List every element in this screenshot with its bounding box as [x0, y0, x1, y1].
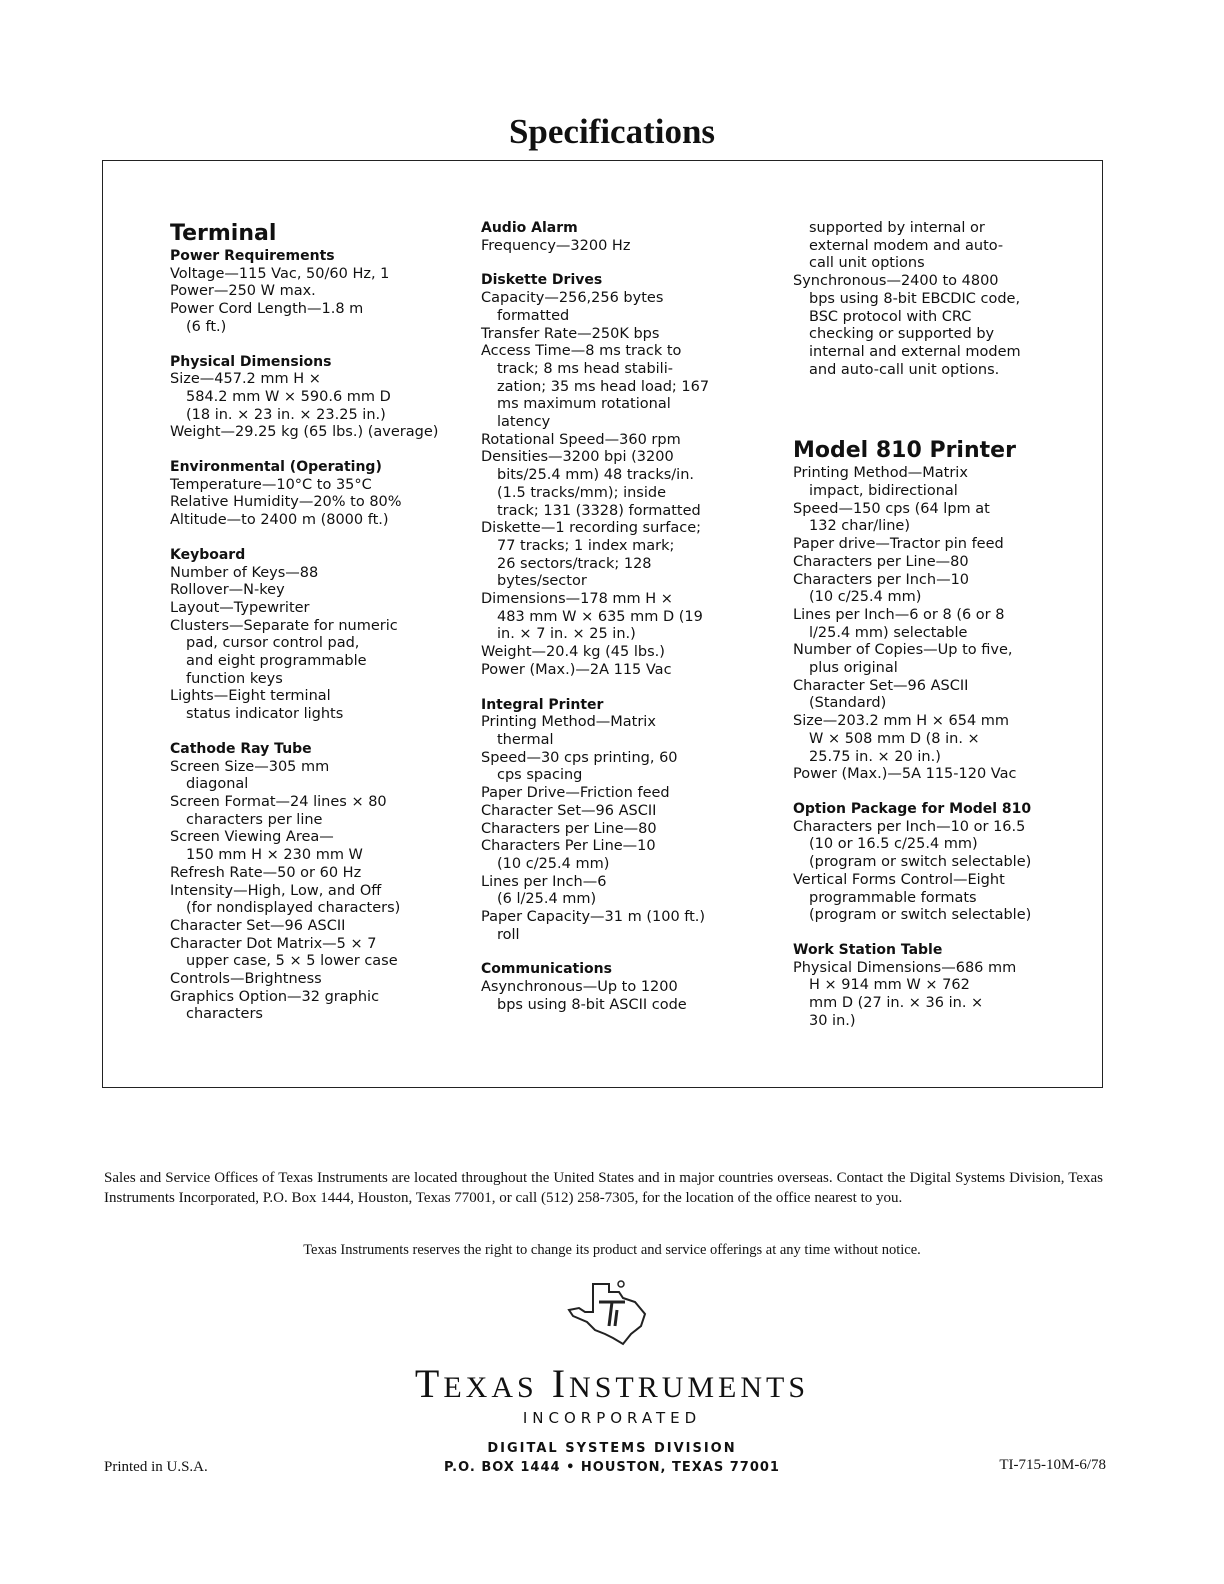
spec-line: function keys: [186, 670, 283, 687]
spec-line: pad, cursor control pad,: [186, 635, 360, 652]
spec-line: internal and external modem: [809, 343, 1021, 360]
spec-line: supported by internal or: [809, 220, 985, 236]
spec-line: Graphics Option—32 graphic: [170, 988, 380, 1005]
brand-letters-nstruments: NSTRUMENTS: [569, 1371, 810, 1404]
spec-line: upper case, 5 × 5 lower case: [186, 953, 398, 970]
spec-line: Characters per Inch—10: [793, 571, 970, 588]
spec-line: W × 508 mm D (8 in. ×: [809, 730, 980, 747]
spec-line: BSC protocol with CRC: [809, 308, 972, 325]
spec-line: Screen Size—305 mm: [170, 758, 330, 775]
spec-line: H × 914 mm W × 762: [809, 977, 970, 994]
spec-line: (10 c/25.4 mm): [497, 855, 610, 872]
spec-line: track; 8 ms head stabili-: [497, 360, 673, 377]
spec-column-2: [481, 220, 771, 1015]
spec-line: (for nondisplayed characters): [186, 900, 401, 917]
subsection-heading: Diskette Drives: [481, 272, 603, 289]
spec-line: and auto-call unit options.: [809, 361, 1000, 378]
spec-line: Power (Max.)—2A 115 Vac: [481, 661, 672, 678]
spec-line: Controls—Brightness: [170, 971, 322, 988]
subsection-heading: Keyboard: [170, 546, 246, 563]
spec-line: Number of Copies—Up to five,: [793, 642, 1013, 659]
spec-line: characters: [186, 1006, 263, 1023]
spec-line: Altitude—to 2400 m (8000 ft.): [170, 512, 389, 529]
spec-line: Paper drive—Tractor pin feed: [793, 536, 1004, 553]
subsection-heading: Work Station Table: [793, 941, 943, 958]
subsection-heading: Audio Alarm: [481, 220, 578, 236]
page-title: Specifications: [508, 112, 716, 151]
subsection-heading: Option Package for Model 810: [793, 800, 1032, 817]
spec-line: Dimensions—178 mm H ×: [481, 591, 673, 608]
spec-column-1: [170, 220, 460, 1024]
spec-line: track; 131 (3328) formatted: [497, 502, 701, 519]
spec-line: Refresh Rate—50 or 60 Hz: [170, 864, 362, 881]
spec-line: (program or switch selectable): [809, 854, 1032, 871]
spec-line: 26 sectors/track; 128: [497, 555, 652, 572]
spec-line: Characters per Inch—10 or 16.5: [793, 818, 1026, 835]
spec-line: bits/25.4 mm) 48 tracks/in.: [497, 467, 694, 484]
spec-line: Transfer Rate—250K bps: [481, 325, 660, 342]
sales-paragraph: Sales and Service Offices of Texas Instruments are located throughout the United States and in major countries overseas. Contact the Digital Systems Division, Texas Instruments Incorporated, P.O. Box 1444, Houston, Texas 77001, or call (512) 258-7305, for the location of the office nearest to you.: [104, 1170, 1103, 1206]
spec-line: bps using 8-bit EBCDIC code,: [809, 290, 1021, 307]
spec-line: l/25.4 mm) selectable: [809, 624, 968, 641]
spec-line: 483 mm W × 635 mm D (19: [497, 608, 703, 625]
spec-line: 132 char/line): [809, 518, 911, 535]
brand-letter-i: I: [551, 1361, 570, 1406]
spec-line: Lights—Eight terminal: [170, 688, 331, 705]
spec-line: 77 tracks; 1 index mark;: [497, 537, 675, 554]
spec-line: Diskette—1 recording surface;: [481, 520, 701, 537]
spec-line: bytes/sector: [497, 573, 587, 590]
spec-line: Weight—20.4 kg (45 lbs.): [481, 644, 665, 661]
spec-line: programmable formats: [809, 889, 977, 906]
spec-line: Layout—Typewriter: [170, 599, 310, 616]
spec-line: (Standard): [809, 695, 887, 712]
spec-line: (program or switch selectable): [809, 907, 1032, 924]
spec-line: status indicator lights: [186, 706, 344, 723]
division-label: DIGITAL SYSTEMS DIVISION: [487, 1441, 737, 1456]
spec-line: Power (Max.)—5A 115-120 Vac: [793, 766, 1017, 783]
subsection-heading: Environmental (Operating): [170, 459, 382, 476]
spec-line: Characters per Line—80: [793, 553, 969, 570]
spec-line: Vertical Forms Control—Eight: [793, 871, 1005, 888]
spec-line: ms maximum rotational: [497, 396, 671, 413]
spec-line: Printing Method—Matrix: [793, 465, 968, 482]
spec-line: (1.5 tracks/mm); inside: [497, 484, 666, 501]
printed-in-label: Printed in U.S.A.: [104, 1459, 208, 1475]
spec-line: Screen Format—24 lines × 80: [170, 793, 387, 810]
notice-text: Texas Instruments reserves the right to change its product and service offerings at any time without notice.: [303, 1242, 921, 1258]
spec-line: plus original: [809, 660, 898, 677]
spec-line: Speed—150 cps (64 lpm at: [793, 500, 990, 517]
spec-line: (10 or 16.5 c/25.4 mm): [809, 836, 978, 853]
spec-line: Speed—30 cps printing, 60: [481, 749, 678, 766]
spec-line: 584.2 mm W × 590.6 mm D: [186, 388, 391, 405]
brand-name: [0, 1360, 1224, 1407]
spec-line: Printing Method—Matrix: [481, 714, 656, 731]
spec-line: (6 ft.): [186, 318, 227, 335]
spec-line: Rollover—N-key: [170, 582, 285, 599]
spec-line: Physical Dimensions—686 mm: [793, 959, 1017, 976]
spec-line: Densities—3200 bpi (3200: [481, 449, 674, 466]
spec-line: 30 in.): [809, 1012, 856, 1029]
spec-line: Characters Per Line—10: [481, 838, 656, 855]
spec-line: Lines per Inch—6 or 8 (6 or 8: [793, 606, 1005, 623]
spec-line: Power—250 W max.: [170, 283, 316, 300]
spec-line: Number of Keys—88: [170, 564, 319, 581]
subsection-heading: Physical Dimensions: [170, 353, 332, 370]
spec-line: 25.75 in. × 20 in.): [809, 748, 941, 765]
spec-line: thermal: [497, 731, 554, 748]
spec-line: in. × 7 in. × 25 in.): [497, 626, 636, 643]
texas-instruments-logo-icon: [565, 1278, 649, 1348]
brand-letter-t: T: [414, 1361, 444, 1406]
spec-line: impact, bidirectional: [809, 483, 958, 500]
incorporated-label: INCORPORATED: [522, 1409, 702, 1427]
spec-line: Screen Viewing Area—: [170, 829, 334, 846]
spec-line: Weight—29.25 kg (65 lbs.) (average): [170, 424, 439, 441]
spec-line: Character Set—96 ASCII: [793, 677, 969, 694]
spec-line: zation; 35 ms head load; 167: [497, 378, 710, 395]
spec-line: Frequency—3200 Hz: [481, 237, 631, 254]
spec-line: Asynchronous—Up to 1200: [481, 979, 678, 996]
spec-line: Size—457.2 mm H ×: [170, 371, 321, 388]
section-title: Terminal: [170, 221, 277, 246]
spec-line: Character Dot Matrix—5 × 7: [170, 935, 377, 952]
spec-line: Access Time—8 ms track to: [481, 343, 682, 360]
spec-line: roll: [497, 926, 520, 943]
spec-line: characters per line: [186, 811, 323, 828]
spec-line: Relative Humidity—20% to 80%: [170, 494, 402, 511]
spec-line: Paper Drive—Friction feed: [481, 785, 670, 802]
spec-line: external modem and auto-: [809, 237, 1004, 254]
spec-line: and eight programmable: [186, 653, 367, 670]
spec-line: (18 in. × 23 in. × 23.25 in.): [186, 406, 386, 423]
spec-line: (10 c/25.4 mm): [809, 589, 922, 606]
spec-line: bps using 8-bit ASCII code: [497, 996, 687, 1013]
spec-column-3: [793, 220, 1083, 1030]
spec-line: Size—203.2 mm H × 654 mm: [793, 713, 1010, 730]
spec-line: Paper Capacity—31 m (100 ft.): [481, 909, 706, 926]
spec-line: mm D (27 in. × 36 in. ×: [809, 995, 984, 1012]
subsection-heading: Communications: [481, 961, 612, 978]
spec-line: (6 l/25.4 mm): [497, 891, 597, 908]
subsection-heading: Power Requirements: [170, 248, 335, 264]
document-code: TI-715-10M-6/78: [999, 1457, 1106, 1473]
spec-line: Lines per Inch—6: [481, 873, 607, 890]
spec-line: Clusters—Separate for numeric: [170, 617, 398, 634]
spec-line: checking or supported by: [809, 326, 995, 343]
spec-line: Power Cord Length—1.8 m: [170, 301, 364, 318]
spec-line: formatted: [497, 307, 570, 324]
subsection-heading: Cathode Ray Tube: [170, 740, 312, 757]
subsection-heading: Integral Printer: [481, 696, 604, 713]
spec-line: Characters per Line—80: [481, 820, 657, 837]
spec-line: Synchronous—2400 to 4800: [793, 273, 999, 290]
address-label: P.O. BOX 1444 • HOUSTON, TEXAS 77001: [444, 1460, 780, 1475]
spec-line: call unit options: [809, 255, 925, 272]
spec-line: Intensity—High, Low, and Off: [170, 882, 382, 899]
section-title: Model 810 Printer: [793, 438, 1016, 464]
spec-line: Character Set—96 ASCII: [481, 802, 657, 819]
spec-line: Temperature—10°C to 35°C: [170, 476, 372, 493]
brand-letters-exas: EXAS: [443, 1371, 538, 1404]
spec-line: Voltage—115 Vac, 50/60 Hz, 1: [170, 265, 390, 282]
spec-line: diagonal: [186, 776, 249, 793]
spec-line: 150 mm H × 230 mm W: [186, 847, 363, 864]
spec-line: latency: [497, 414, 551, 431]
spec-line: Rotational Speed—360 rpm: [481, 431, 681, 448]
spec-line: Capacity—256,256 bytes: [481, 290, 664, 307]
spec-line: Character Set—96 ASCII: [170, 917, 346, 934]
spec-line: cps spacing: [497, 767, 583, 784]
